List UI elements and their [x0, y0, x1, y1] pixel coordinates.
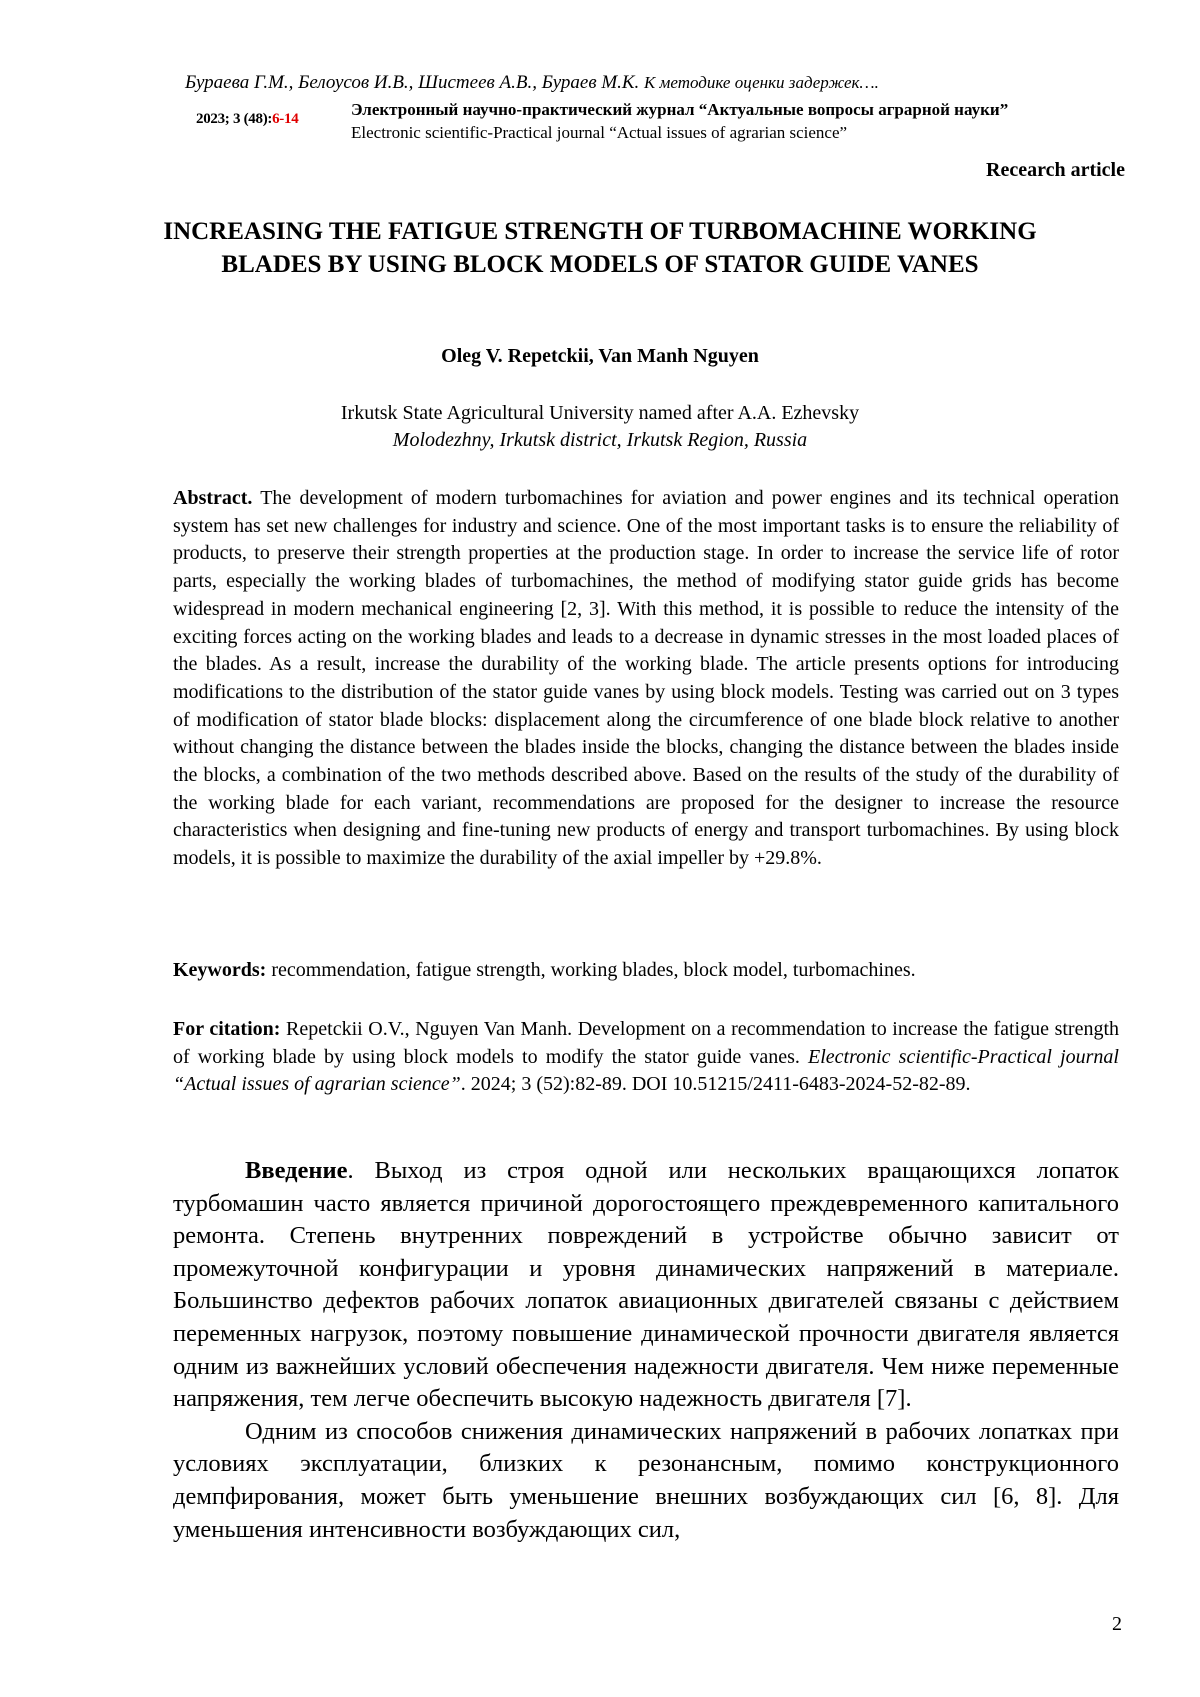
journal-name-ru: Электронный научно-практический журнал “Актуальные вопросы аграрной науки”: [351, 100, 1009, 119]
abstract: [173, 485, 1119, 873]
body-paragraph-2: Одним из способов снижения динамических напряжений в рабочих лопатках при условиях эксплуатации, близких к резонансным, помимо конструкционного демпфирования, может быть уменьшение внешних возбуждающих сил [6, 8]. Для уменьшения интенсивности возбуждающих сил,: [173, 1417, 1119, 1543]
paper-authors: Oleg V. Repetckii, Van Manh Nguyen: [441, 345, 759, 367]
affiliation: [150, 400, 1050, 454]
abstract-label: Abstract.: [173, 487, 253, 509]
intro-text: . Выход из строя одной или нескольких вращающихся лопаток турбомашин часто является причиной дорогостоящего преждевременного капитального ремонта. Степень внутренних повреждений в устройстве обычно зависит от промежуточной конфигурации и уровня динамических напряжений в материале. Большинство дефектов рабочих лопаток авиационных двигателей связаны с действием переменных нагрузок, поэтому повышение динамической прочности двигателя является одним из важнейших условий обеспечения надежности двигателя. Чем ниже переменные напряжения, тем легче обеспечить высокую надежность двигателя [7].: [173, 1157, 1119, 1413]
keywords: [173, 957, 1119, 984]
keywords-text: recommendation, fatigue strength, working blades, block model, turbomachines.: [271, 959, 916, 981]
issue-pages: 6-14: [272, 111, 299, 127]
page-number: 2: [1112, 1613, 1122, 1635]
running-head-title: К методике оценки задержек….: [644, 73, 879, 92]
abstract-text: The development of modern turbomachines for aviation and power engines and its technical operation system has set new challenges for industry and science. One of the most important tasks is to ensure the reliability of products, to preserve their strength properties at the production stage. In order to increase the service life of rotor parts, especially the working blades of turbomachines, the method of modifying stator guide grids has become widespread in modern mechanical engineering [2, 3]. With this method, it is possible to reduce the intensity of the exciting forces acting on the working blades and leads to a decrease in dynamic stresses in the most loaded places of the blades. As a result, increase the durability of the working blade. The article presents options for introducing modifications to the distribution of the stator guide vanes by using block models. Testing was carried out on 3 types of modification of stator blade blocks: displacement along the circumference of one blade block relative to another without changing the distance between the blades inside the blocks, changing the distance between the blades inside the blocks, a combination of the two methods described above. Based on the results of the study of the durability of the working blade for each variant, recommendations are proposed for the designer to increase the resource characteristics when designing and fine-tuning new products of energy and transport turbomachines. By using block models, it is possible to maximize the durability of the axial impeller by +29.8%.: [173, 487, 1119, 870]
journal-name: [351, 98, 1131, 144]
intro-label: Введение: [245, 1157, 348, 1184]
body-text: [173, 1155, 1119, 1546]
journal-name-en: Electronic scientific-Practical journal “Actual issues of agrarian science”: [351, 123, 848, 142]
citation: [173, 1016, 1119, 1099]
intro-paragraph: [173, 1155, 1119, 1416]
affiliation-location: Molodezhny, Irkutsk district, Irkutsk Region, Russia: [392, 429, 808, 451]
running-head-authors: Бураева Г.М., Белоусов И.В., Шистеев А.В., Бураев М.К.: [185, 72, 640, 93]
issue-info: [196, 111, 298, 128]
citation-journal: Electronic scientific-Practical journal “Actual issues of agrarian science”: [173, 1045, 1119, 1096]
citation-label: For citation:: [173, 1018, 281, 1040]
article-type: Recearch article: [986, 159, 1125, 181]
running-head: [185, 72, 1085, 94]
citation-text: Repetckii O.V., Nguyen Van Manh. Development on a recommendation to increase the fatigue strength of working blade by using block models to modify the stator guide vanes.: [173, 1018, 1120, 1068]
keywords-label: Keywords:: [173, 959, 267, 981]
paper-title: INCREASING THE FATIGUE STRENGTH OF TURBOMACHINE WORKING BLADES BY USING BLOCK MODELS OF STATOR GUIDE VANES: [163, 218, 1037, 278]
citation-details: . 2024; 3 (52):82-89. DOI 10.51215/2411-6483-2024-52-82-89.: [460, 1073, 971, 1096]
issue-number: 2023; 3 (48):: [196, 111, 273, 127]
affiliation-institution: Irkutsk State Agricultural University named after A.A. Ezhevsky: [340, 402, 860, 424]
